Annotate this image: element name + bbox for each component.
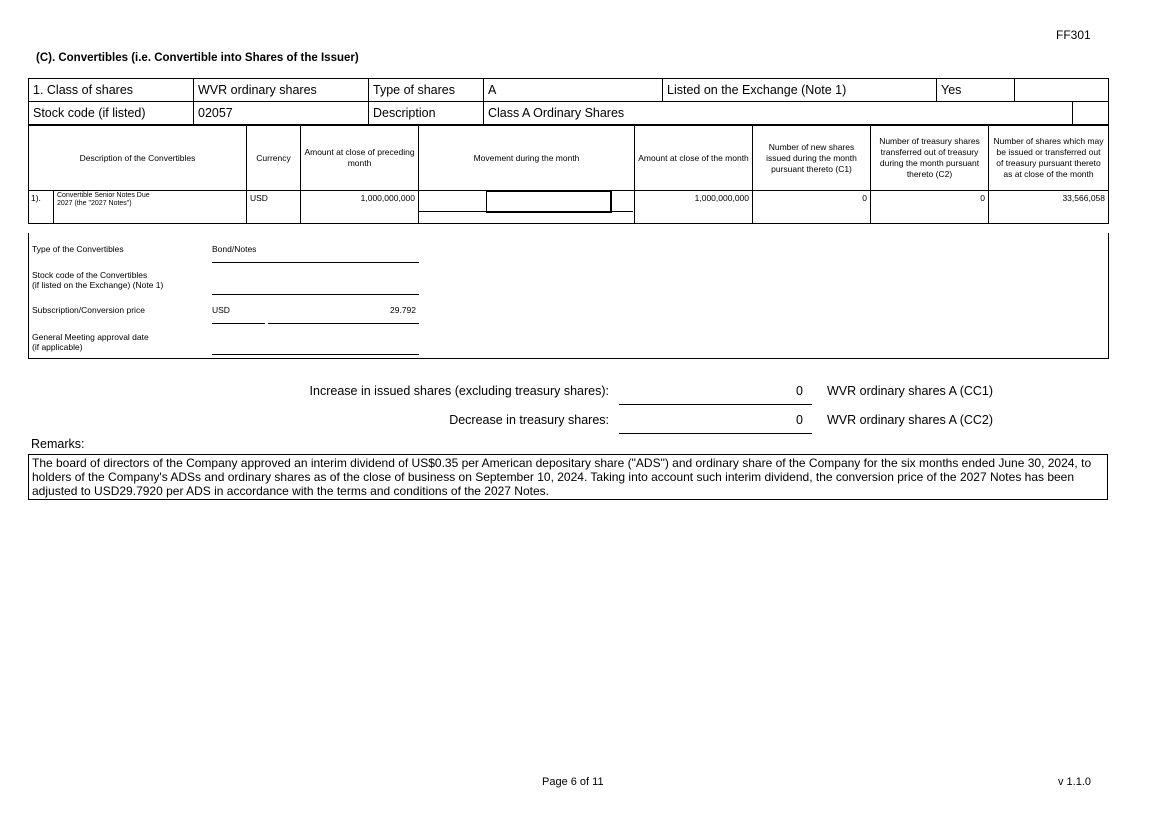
description-value: Class A Ordinary Shares — [484, 102, 1073, 125]
stock-code-underline — [212, 293, 419, 295]
row-movement — [419, 191, 635, 224]
row-amount-preceding: 1,000,000,000 — [301, 191, 419, 224]
header-description: Description of the Convertibles — [29, 126, 247, 191]
convertible-stock-code-label-1: Stock code of the Convertibles — [32, 270, 148, 280]
header-treasury-transferred: Number of treasury shares transferred out of treasury during the month pursuant thereto (C2) — [871, 126, 989, 191]
description-label: Description — [369, 102, 484, 125]
remarks-text: The board of directors of the Company approved an interim dividend of US$0.35 per American depositary share ("ADS") and ordinary share of the Company for the six months ended June 30, 2024, to holders of the Company's ADSs and ordinary shares as of the close of business on September 10, 2024. Taking into account such interim dividend, the conversion price of the 2027 Notes has been adjusted to USD29.7920 per ADS in accordance with the terms and conditions of the 2027 Notes. — [28, 454, 1108, 500]
type-of-convertibles-label: Type of the Convertibles — [32, 244, 124, 254]
convertibles-table — [28, 125, 1109, 224]
section-title: (C). Convertibles (i.e. Convertible into Shares of the Issuer) — [36, 52, 359, 64]
row-treasury-transferred: 0 — [871, 191, 989, 224]
header-new-shares: Number of new shares issued during the month pursuant thereto (C1) — [753, 126, 871, 191]
convertible-details — [28, 233, 1109, 359]
row-issuable: 33,566,058 — [989, 191, 1109, 224]
header-issuable: Number of shares which may be issued or transferred out of treasury pursuant thereto as at close of the month — [989, 126, 1109, 191]
decrease-unit: WVR ordinary shares A (CC2) — [827, 413, 994, 427]
movement-divider — [419, 211, 633, 212]
form-code: FF301 — [1056, 28, 1091, 42]
stock-code-value: 02057 — [194, 102, 369, 125]
movement-right-divider — [610, 191, 611, 211]
conversion-price-currency: USD — [212, 305, 230, 315]
price-currency-underline — [212, 322, 265, 324]
type-of-shares-label: Type of shares — [369, 79, 484, 102]
listed-label: Listed on the Exchange (Note 1) — [663, 79, 937, 102]
listed-extra-cell — [1015, 79, 1109, 102]
increase-label: Increase in issued shares (excluding treasury shares): — [309, 384, 609, 398]
price-value-underline — [268, 322, 419, 324]
agm-date-label-1: General Meeting approval date — [32, 332, 149, 342]
listed-value: Yes — [937, 79, 1015, 102]
type-underline — [212, 261, 419, 263]
increase-value: 0 — [796, 384, 803, 398]
increase-underline — [619, 403, 812, 405]
movement-input-box — [486, 191, 612, 213]
row-currency: USD — [247, 191, 301, 224]
share-class-info-table — [28, 78, 1109, 125]
class-of-shares-label: 1. Class of shares — [29, 79, 194, 102]
header-movement: Movement during the month — [419, 126, 635, 191]
page-number: Page 6 of 11 — [542, 776, 604, 788]
decrease-label: Decrease in treasury shares: — [449, 413, 609, 427]
header-currency: Currency — [247, 126, 301, 191]
conversion-price-value: 29.792 — [390, 305, 416, 315]
table-row — [29, 191, 1109, 224]
description-extra-cell — [1073, 102, 1109, 125]
header-amount-close: Amount at close of the month — [635, 126, 753, 191]
row-amount-close: 1,000,000,000 — [635, 191, 753, 224]
agm-underline — [212, 353, 419, 355]
convertible-stock-code-label-2: (if listed on the Exchange) (Note 1) — [32, 280, 164, 290]
row-description: Convertible Senior Notes Due 2027 (the "2027 Notes") — [57, 192, 150, 207]
decrease-underline — [619, 432, 812, 434]
increase-unit: WVR ordinary shares A (CC1) — [827, 384, 994, 398]
decrease-value: 0 — [796, 413, 803, 427]
type-of-shares-value: A — [484, 79, 663, 102]
agm-date-label-2: (if applicable) — [32, 342, 83, 352]
class-of-shares-value: WVR ordinary shares — [194, 79, 369, 102]
type-of-convertibles-value: Bond/Notes — [212, 244, 257, 254]
remarks-label: Remarks: — [31, 437, 85, 451]
header-amount-preceding: Amount at close of preceding month — [301, 126, 419, 191]
row-index: 1). — [29, 191, 54, 223]
stock-code-label: Stock code (if listed) — [29, 102, 194, 125]
conversion-price-label: Subscription/Conversion price — [32, 305, 145, 315]
row-new-shares: 0 — [753, 191, 871, 224]
version: v 1.1.0 — [1058, 776, 1092, 788]
